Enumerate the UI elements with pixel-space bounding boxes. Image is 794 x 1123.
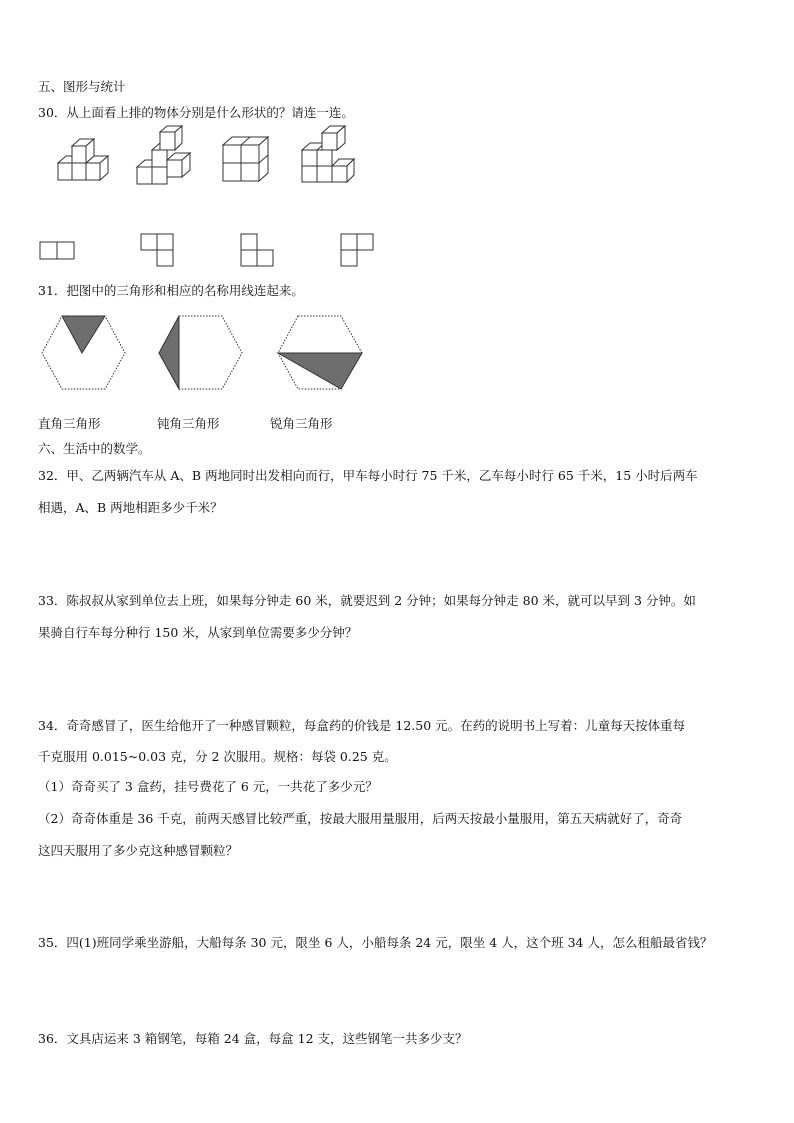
question-32-line-2: 相遇，A、B 两地相距多少千米？	[38, 500, 223, 515]
question-33-line-2: 果骑自行车每分种行 150 米，从家到单位需要多少分钟？	[38, 625, 358, 640]
question-35-text: 35．四(1)班同学乘坐游船，大船每条 30 元，限坐 6 人，小船每条 24 元，限坐 4 人，这个班 34 人，怎么租船最省钱？	[38, 935, 713, 950]
label-right-triangle: 直角三角形	[38, 416, 101, 431]
label-obtuse-triangle: 钝角三角形	[157, 416, 220, 431]
question-34-line-2: 千克服用 0.015~0.03 克，分 2 次服用。规格：每袋 0.25 克。	[38, 749, 397, 764]
question-30-text: 30．从上面看上排的物体分别是什么形状的？请连一连。	[38, 105, 354, 120]
question-36-text: 36．文具店运来 3 箱钢笔，每箱 24 盒，每盒 12 支，这些钢笔一共多少支？	[38, 1031, 468, 1046]
label-acute-triangle: 锐角三角形	[270, 416, 333, 431]
question-33-line-1: 33．陈叔叔从家到单位去上班，如果每分钟走 60 米，就要迟到 2 分钟；如果每分钟走 80 米，就可以早到 3 分钟。如	[38, 593, 696, 608]
question-34-sub-2-line-2: 这四天服用了多少克这种感冒颗粒？	[38, 843, 239, 858]
hexagon-1	[42, 316, 125, 389]
section-title-life-math: 六、生活中的数学。	[38, 441, 151, 456]
section-title-graphics: 五、图形与统计	[38, 79, 126, 94]
question-34-line-1: 34．奇奇感冒了，医生给他开了一种感冒颗粒，每盒药的价钱是 12.50 元。在药的说明书上写着：儿童每天按体重每	[38, 718, 686, 733]
question-34-sub-2-line-1: （2）奇奇体重是 36 千克，前两天感冒比较严重，按最大服用量服用，后两天按最小量服用，第五天病就好了，奇奇	[38, 811, 683, 826]
question-34-sub-1: （1）奇奇买了 3 盒药，挂号费花了 6 元，一共花了多少元？	[38, 779, 378, 794]
right-triangle-shape	[159, 316, 179, 389]
question-31-text: 31．把图中的三角形和相应的名称用线连起来。	[38, 283, 304, 298]
q31-hexagons	[0, 0, 794, 420]
hexagon-2	[159, 316, 242, 389]
question-32-line-1: 32．甲、乙两辆汽车从 A、B 两地同时出发相向而行，甲车每小时行 75 千米，乙车每小时行 65 千米，15 小时后两车	[38, 468, 698, 483]
hexagon-3	[278, 316, 362, 389]
